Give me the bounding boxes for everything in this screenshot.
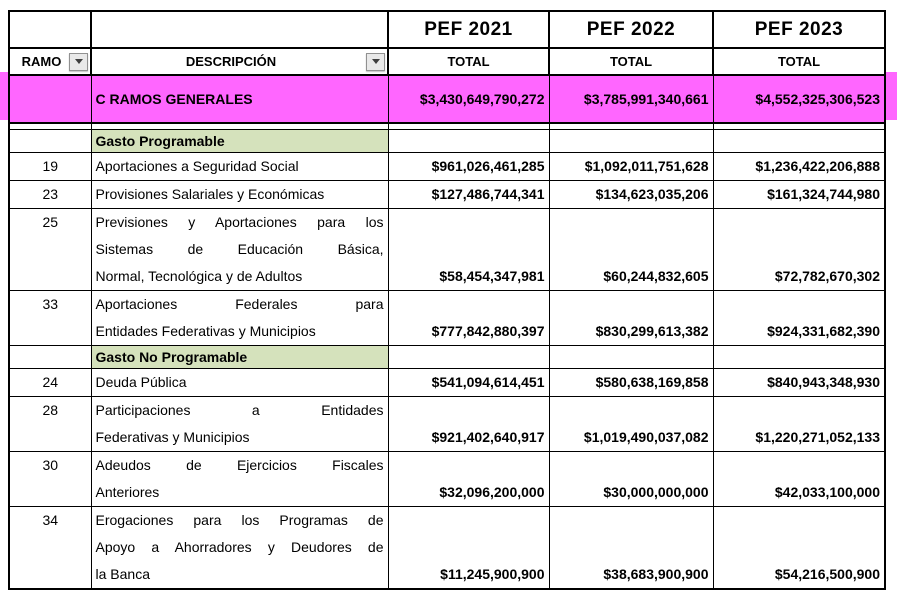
value-cell-pef-2021[interactable]: $777,842,880,397 <box>388 291 549 346</box>
budget-table <box>8 10 886 590</box>
grand-total-row <box>9 75 885 123</box>
descripcion-header-cell[interactable] <box>91 48 388 75</box>
value-cell-pef-2023[interactable]: $840,943,348,930 <box>713 369 885 397</box>
value-cell-pef-2022[interactable]: $134,623,035,206 <box>549 181 713 209</box>
description-line: C RAMOS GENERALES <box>95 91 253 107</box>
description-cell[interactable] <box>91 130 388 153</box>
value-cell-pef-2021[interactable]: $961,026,461,285 <box>388 153 549 181</box>
data-row <box>9 209 885 291</box>
ramo-cell[interactable]: 24 <box>9 369 91 397</box>
description-line: Apoyo a Ahorradores y Deudores de <box>95 539 384 555</box>
description-cell[interactable] <box>91 209 388 291</box>
ramo-cell[interactable]: 33 <box>9 291 91 346</box>
description-line: Previsiones y Aportaciones para los <box>95 214 384 230</box>
description-line: Aportaciones a Seguridad Social <box>95 158 299 174</box>
description-line: Provisiones Salariales y Económicas <box>95 186 325 202</box>
ramo-cell[interactable] <box>9 130 91 153</box>
value-cell-pef-2023[interactable]: $54,216,500,900 <box>713 507 885 590</box>
value-cell-pef-2022[interactable]: $60,244,832,605 <box>549 209 713 291</box>
descripcion-header-label: DESCRIPCIÓN <box>185 54 277 69</box>
value-cell-pef-2022[interactable]: $3,785,991,340,661 <box>549 75 713 123</box>
value-cell-pef-2023[interactable]: $161,324,744,980 <box>713 181 885 209</box>
value-cell-pef-2022[interactable]: $580,638,169,858 <box>549 369 713 397</box>
value-cell-pef-2021[interactable]: $921,402,640,917 <box>388 397 549 452</box>
description-line: Sistemas de Educación Básica, <box>95 241 384 257</box>
description-line: la Banca <box>95 566 150 582</box>
ramo-cell[interactable]: 30 <box>9 452 91 507</box>
data-row <box>9 369 885 397</box>
data-row <box>9 153 885 181</box>
value-cell-pef-2021[interactable]: $3,430,649,790,272 <box>388 75 549 123</box>
corner-cell-ramo[interactable] <box>9 11 91 48</box>
description-cell[interactable] <box>91 181 388 209</box>
description-cell[interactable] <box>91 507 388 590</box>
description-line: Adeudos de Ejercicios Fiscales <box>95 457 384 473</box>
description-line: Entidades Federativas y Municipios <box>95 323 316 339</box>
description-line: Normal, Tecnológica y de Adultos <box>95 268 303 284</box>
section-header-row <box>9 346 885 369</box>
value-cell-pef-2023[interactable] <box>713 130 885 153</box>
ramo-cell[interactable] <box>9 75 91 123</box>
description-line: Gasto No Programable <box>95 349 248 365</box>
value-cell-pef-2021[interactable]: $127,486,744,341 <box>388 181 549 209</box>
value-cell-pef-2022[interactable]: $1,019,490,037,082 <box>549 397 713 452</box>
value-cell-pef-2023[interactable]: $4,552,325,306,523 <box>713 75 885 123</box>
data-row <box>9 452 885 507</box>
year-header-row <box>9 11 885 48</box>
ramo-cell[interactable]: 28 <box>9 397 91 452</box>
corner-cell-descripcion[interactable] <box>91 11 388 48</box>
value-cell-pef-2021[interactable]: $32,096,200,000 <box>388 452 549 507</box>
description-line: Erogaciones para los Programas de <box>95 512 384 528</box>
description-line: Anteriores <box>95 484 160 500</box>
description-cell[interactable] <box>91 397 388 452</box>
year-header-pef-2022[interactable]: PEF 2022 <box>549 11 713 48</box>
ramo-cell[interactable]: 23 <box>9 181 91 209</box>
value-cell-pef-2023[interactable]: $1,236,422,206,888 <box>713 153 885 181</box>
column-header-row <box>9 48 885 75</box>
value-cell-pef-2022[interactable] <box>549 130 713 153</box>
description-line: Deuda Pública <box>95 374 187 390</box>
description-line: Federativas y Municipios <box>95 429 250 445</box>
data-row <box>9 507 885 590</box>
total-header-2022[interactable]: TOTAL <box>549 48 713 75</box>
value-cell-pef-2023[interactable]: $72,782,670,302 <box>713 209 885 291</box>
value-cell-pef-2023[interactable]: $42,033,100,000 <box>713 452 885 507</box>
chevron-down-icon <box>372 59 380 64</box>
description-line: Aportaciones Federales para <box>95 296 384 312</box>
ramo-cell[interactable]: 34 <box>9 507 91 590</box>
description-cell[interactable] <box>91 369 388 397</box>
data-row <box>9 181 885 209</box>
value-cell-pef-2022[interactable]: $1,092,011,751,628 <box>549 153 713 181</box>
value-cell-pef-2021[interactable] <box>388 130 549 153</box>
value-cell-pef-2021[interactable] <box>388 346 549 369</box>
total-header-2023[interactable]: TOTAL <box>713 48 885 75</box>
value-cell-pef-2021[interactable]: $541,094,614,451 <box>388 369 549 397</box>
year-header-pef-2023[interactable]: PEF 2023 <box>713 11 885 48</box>
description-cell[interactable] <box>91 153 388 181</box>
ramo-header-label: RAMO <box>21 54 62 69</box>
ramo-cell[interactable] <box>9 346 91 369</box>
description-line: Participaciones a Entidades <box>95 402 384 418</box>
value-cell-pef-2023[interactable] <box>713 346 885 369</box>
value-cell-pef-2023[interactable]: $1,220,271,052,133 <box>713 397 885 452</box>
total-header-2021[interactable]: TOTAL <box>388 48 549 75</box>
description-cell[interactable] <box>91 75 388 123</box>
value-cell-pef-2022[interactable]: $830,299,613,382 <box>549 291 713 346</box>
chevron-down-icon <box>75 59 83 64</box>
year-header-pef-2021[interactable]: PEF 2021 <box>388 11 549 48</box>
descripcion-filter-button[interactable] <box>366 53 385 71</box>
ramo-cell[interactable]: 25 <box>9 209 91 291</box>
data-row <box>9 397 885 452</box>
description-cell[interactable] <box>91 346 388 369</box>
value-cell-pef-2022[interactable]: $30,000,000,000 <box>549 452 713 507</box>
value-cell-pef-2021[interactable]: $11,245,900,900 <box>388 507 549 590</box>
value-cell-pef-2022[interactable]: $38,683,900,900 <box>549 507 713 590</box>
ramo-cell[interactable]: 19 <box>9 153 91 181</box>
value-cell-pef-2023[interactable]: $924,331,682,390 <box>713 291 885 346</box>
section-header-row <box>9 130 885 153</box>
ramo-filter-button[interactable] <box>69 53 88 71</box>
value-cell-pef-2021[interactable]: $58,454,347,981 <box>388 209 549 291</box>
ramo-header-cell[interactable] <box>9 48 91 75</box>
description-cell[interactable] <box>91 291 388 346</box>
data-row <box>9 291 885 346</box>
description-line: Gasto Programable <box>95 133 225 149</box>
value-cell-pef-2022[interactable] <box>549 346 713 369</box>
description-cell[interactable] <box>91 452 388 507</box>
